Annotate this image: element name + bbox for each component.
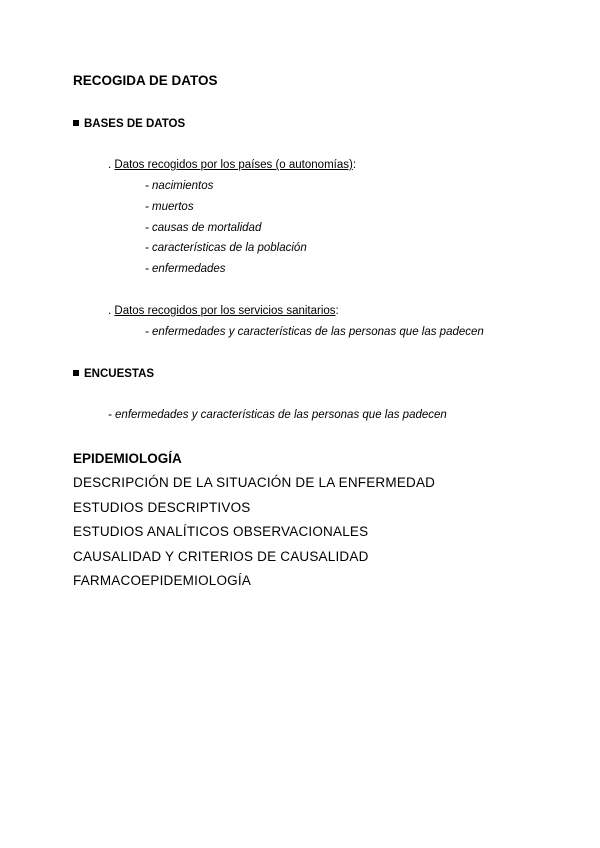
group-label-paises: Datos recogidos por los países (o autonomías) [114, 159, 353, 171]
topic-line: CAUSALIDAD Y CRITERIOS DE CAUSALIDAD [73, 549, 369, 564]
subheading-bases-label: BASES DE DATOS [84, 118, 186, 130]
topic-line: ESTUDIOS ANALÍTICOS OBSERVACIONALES [73, 524, 369, 539]
subheading-bases-de-datos [73, 118, 185, 130]
list-item: - enfermedades y características de las personas que las padecen [108, 409, 447, 421]
group-header-paises [108, 159, 356, 171]
list-item: - causas de mortalidad [145, 222, 262, 234]
list-item: - muertos [145, 201, 194, 213]
topic-line: ESTUDIOS DESCRIPTIVOS [73, 500, 251, 515]
list-item: - enfermedades [145, 263, 226, 275]
square-bullet-icon [73, 370, 79, 376]
list-item: - enfermedades y características de las personas que las padecen [145, 326, 484, 338]
square-bullet-icon [73, 120, 79, 126]
group-prefix: . [108, 159, 115, 171]
group-label-servicios: Datos recogidos por los servicios sanitarios [114, 305, 336, 317]
group-header-servicios [108, 305, 339, 317]
group-prefix: . [108, 305, 115, 317]
list-item: - características de la población [145, 242, 307, 254]
list-item: - nacimientos [145, 180, 214, 192]
section-title-recogida: RECOGIDA DE DATOS [73, 73, 218, 88]
subheading-encuestas-label: ENCUESTAS [84, 368, 155, 380]
group-suffix: : [352, 159, 357, 171]
group-suffix: : [335, 305, 339, 317]
topic-line: FARMACOEPIDEMIOLOGÍA [73, 573, 252, 588]
topic-line: DESCRIPCIÓN DE LA SITUACIÓN DE LA ENFERMEDAD [73, 475, 436, 490]
section-title-epidemiologia: EPIDEMIOLOGÍA [73, 451, 182, 466]
subheading-encuestas [73, 368, 154, 380]
